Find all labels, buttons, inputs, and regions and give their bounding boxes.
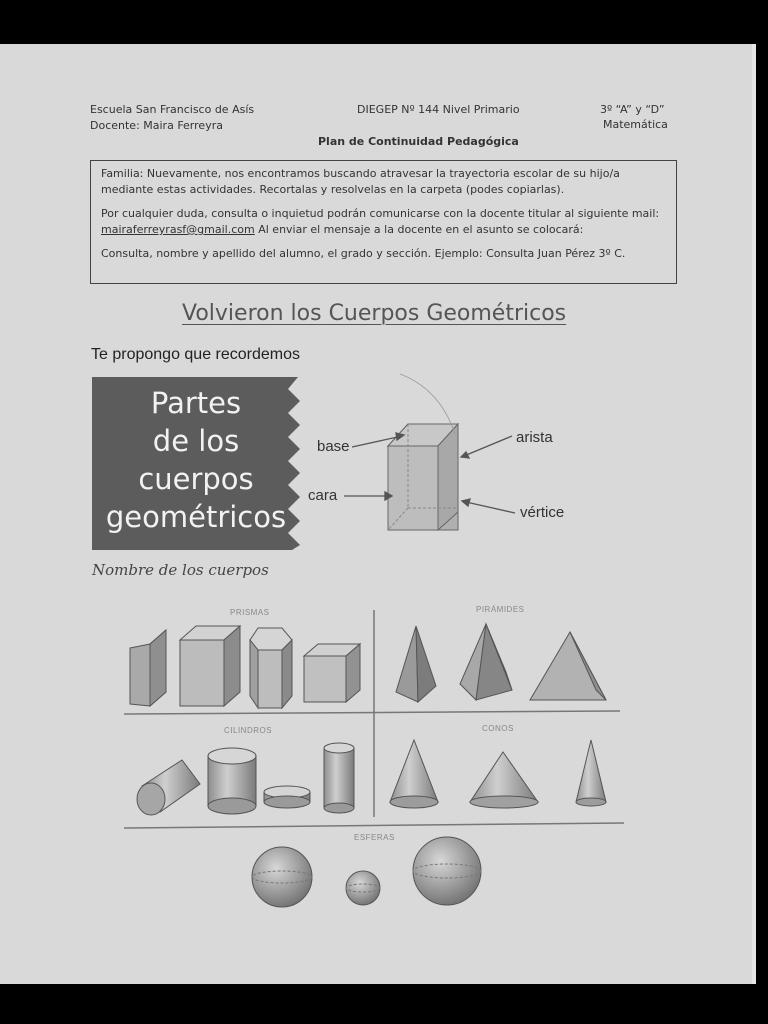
notice-paragraph-3: Consulta, nombre y apellido del alumno, el grado y sección. Ejemplo: Consulta Juan Pérez 3º C.: [101, 247, 626, 260]
category-esferas: ESFERAS: [354, 833, 395, 842]
grade-label: 3º “A” y “D”: [600, 103, 665, 116]
notice-paragraph-1: Familia: Nuevamente, nos encontramos buscando atravesar la trayectoria escolar de su hijo/a mediante estas actividades. Recortalas y resolvelas en la carpeta (podes copiarlas).: [101, 167, 620, 196]
page-title: Volvieron los Cuerpos Geométricos: [182, 301, 567, 326]
banner-line-4: geométricos: [105, 500, 287, 534]
prisms-group: [130, 626, 360, 708]
cylinders-group: [137, 743, 354, 815]
category-piramides: PIRÁMIDES: [476, 605, 525, 614]
banner-line-2: de los: [152, 424, 240, 458]
worksheet-page: [0, 44, 756, 984]
spheres-group: [252, 837, 481, 907]
geometric-bodies-illustration: [0, 44, 752, 984]
label-cara: cara: [308, 487, 338, 504]
label-base: base: [317, 438, 350, 455]
label-vertice: vértice: [520, 504, 565, 521]
category-prismas: PRISMAS: [230, 608, 270, 617]
notice-subject-text: Al enviar el mensaje a la docente en el asunto se colocará:: [258, 223, 584, 236]
banner-line-1: Partes: [150, 386, 242, 420]
cones-group: [390, 740, 606, 808]
notice-contact-text: Por cualquier duda, consulta o inquietud podrán comunicarse con la docente titular al siguiente mail:: [101, 207, 660, 220]
label-arista: arista: [516, 429, 553, 446]
names-heading: Nombre de los cuerpos: [92, 561, 269, 579]
category-cilindros: CILINDROS: [224, 726, 273, 735]
pyramids-group: [396, 624, 606, 702]
subtitle: Te propongo que recordemos: [91, 346, 301, 363]
banner-line-3: cuerpos: [138, 462, 254, 496]
diegep-label: DIEGEP Nº 144 Nivel Primario: [357, 103, 520, 116]
teacher-email-link[interactable]: mairaferreyrasf@gmail.com: [101, 223, 255, 236]
subject-label: Matemática: [603, 118, 668, 131]
teacher-name: Docente: Maira Ferreyra: [90, 119, 223, 132]
category-conos: CONOS: [482, 724, 514, 733]
plan-title: Plan de Continuidad Pedagógica: [318, 135, 519, 148]
school-name: Escuela San Francisco de Asís: [90, 103, 255, 116]
